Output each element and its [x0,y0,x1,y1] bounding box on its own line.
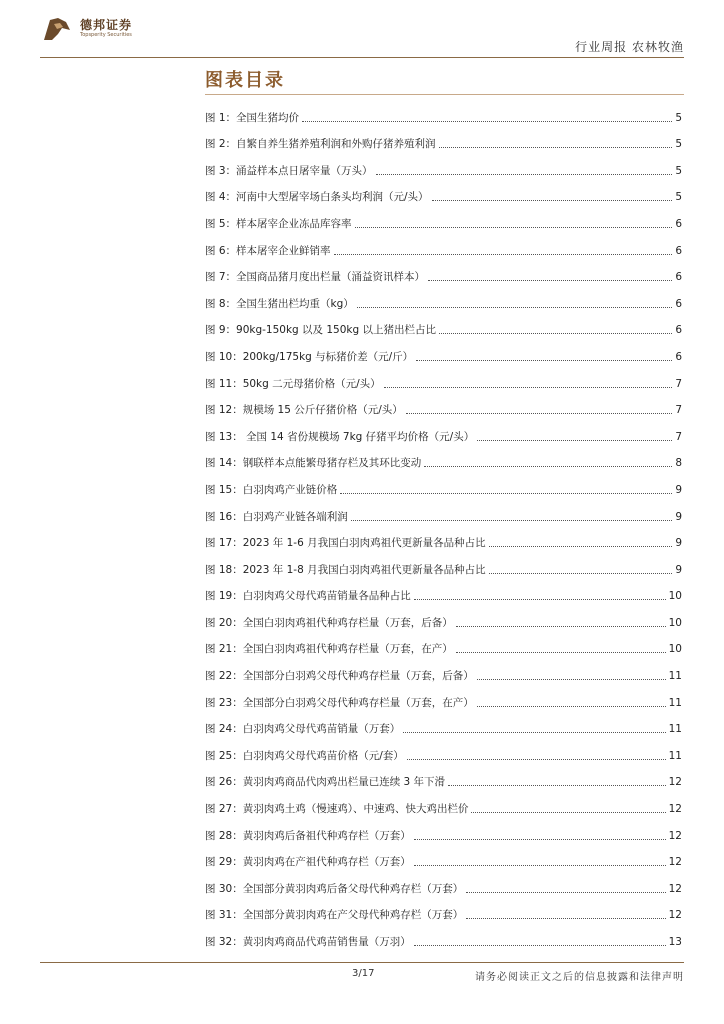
toc-entry-page: 6 [675,271,682,284]
toc-entry-page: 9 [675,537,682,550]
toc-entry[interactable] [205,129,682,156]
toc-entry[interactable] [205,847,682,874]
toc-entry-page: 5 [675,164,682,177]
toc-entry[interactable] [205,421,682,448]
toc-dot-leader [456,626,666,627]
report-category: 行业周报 农林牧渔 [575,40,684,54]
toc-entry-page: 9 [675,510,682,523]
toc-entry-label: 图 27：黄羽肉鸡土鸡（慢速鸡）、中速鸡、快大鸡出栏价 [205,803,469,816]
toc-entry-label: 图 18：2023 年 1-8 月我国白羽肉鸡祖代更新量各品种占比 [205,563,486,576]
toc-title-divider [205,94,684,95]
toc-entry[interactable] [205,262,682,289]
toc-dot-leader [403,732,665,733]
company-name-en: Topsperity Securities [80,32,132,38]
toc-entry-label: 图 17：2023 年 1-6 月我国白羽肉鸡祖代更新量各品种占比 [205,537,486,550]
toc-entry-label: 图 32：黄羽肉鸡商品代鸡苗销售量（万羽） [205,936,411,948]
toc-entry-page: 9 [675,563,682,576]
toc-entry[interactable] [205,926,682,953]
toc-dot-leader [414,865,666,866]
toc-entry-page: 7 [675,377,682,390]
toc-entry[interactable] [205,395,682,422]
toc-entry[interactable] [205,820,682,847]
toc-entry[interactable] [205,208,682,235]
toc-dot-leader [466,918,665,919]
toc-entry-page: 5 [675,111,682,124]
legal-disclaimer: 请务必阅读正文之后的信息披露和法律声明 [475,972,684,983]
toc-dot-leader [424,466,672,467]
toc-entry[interactable] [205,554,682,581]
toc-dot-leader [477,706,666,707]
toc-entry-page: 11 [668,749,682,762]
toc-entry[interactable] [205,341,682,368]
toc-entry-label: 图 21：全国白羽肉鸡祖代种鸡存栏量（万套，在产） [205,643,453,656]
toc-entry-page: 6 [675,244,682,257]
company-name-cn: 德邦证券 [80,18,133,32]
toc-entry[interactable] [205,368,682,395]
toc-dot-leader [384,387,673,388]
toc-dot-leader [376,174,673,175]
toc-dot-leader [439,333,672,334]
toc-entry-label: 图 13： 全国 14 省份规模场 7kg 仔猪平均价格（元/头） [205,430,475,443]
toc-entry-label: 图 2：自繁自养生猪养殖利润和外购仔猪养殖利润 [205,138,436,151]
toc-entry-label: 图 25：白羽肉鸡父母代鸡苗价格（元/套） [205,749,404,762]
toc-entry[interactable] [205,102,682,129]
toc-entry[interactable] [205,740,682,767]
toc-entry-page: 5 [675,191,682,204]
toc-dot-leader [407,759,666,760]
toc-entry[interactable] [205,528,682,555]
toc-entry-page: 11 [668,670,682,683]
toc-dot-leader [471,812,665,813]
toc-entry[interactable] [205,155,682,182]
toc-entry-page: 7 [675,430,682,443]
toc-entry[interactable] [205,501,682,528]
toc-dot-leader [406,413,673,414]
toc-entry-page: 11 [668,723,682,736]
toc-entry[interactable] [205,793,682,820]
page-number: 3/17 [352,968,375,979]
toc-dot-leader [428,280,672,281]
toc-entry-label: 图 14：钢联样本点能繁母猪存栏及其环比变动 [205,457,422,470]
toc-entry-label: 图 16：白羽鸡产业链各端利润 [205,510,348,523]
toc-entry-page: 10 [668,616,682,629]
toc-entry-page: 6 [675,350,682,363]
toc-title: 图表目录 [205,70,285,91]
toc-entry-label: 图 20：全国白羽肉鸡祖代种鸡存栏量（万套，后备） [205,616,453,629]
toc-entry-page: 6 [675,324,682,337]
toc-entry-label: 图 30：全国部分黄羽肉鸡后备父母代种鸡存栏（万套） [205,882,464,895]
toc-entry[interactable] [205,873,682,900]
toc-entry-label: 图 15：白羽肉鸡产业链价格 [205,483,338,496]
toc-entry-page: 12 [668,856,682,869]
toc-dot-leader [439,147,673,148]
toc-entry-label: 图 28：黄羽肉鸡后备祖代种鸡存栏（万套） [205,829,411,842]
toc-dot-leader [355,227,673,228]
toc-dot-leader [477,440,672,441]
toc-entry[interactable] [205,660,682,687]
toc-entry[interactable] [205,288,682,315]
toc-entry-page: 12 [668,882,682,895]
toc-entry[interactable] [205,581,682,608]
toc-entry[interactable] [205,767,682,794]
toc-entry-page: 6 [675,217,682,230]
toc-dot-leader [414,945,666,946]
toc-entry-label: 图 19：白羽肉鸡父母代鸡苗销量各品种占比 [205,590,411,603]
toc-dot-leader [466,892,665,893]
page-header [0,0,724,60]
toc-dot-leader [489,546,673,547]
toc-entry-label: 图 23：全国部分白羽鸡父母代种鸡存栏量（万套，在产） [205,696,474,709]
toc-entry-page: 12 [668,829,682,842]
toc-dot-leader [477,679,666,680]
toc-dot-leader [351,520,673,521]
toc-entry-page: 8 [675,457,682,470]
toc-dot-leader [302,121,672,122]
toc-entry-label: 图 5：样本屠宰企业冻品库容率 [205,217,352,230]
toc-entry-label: 图 24：白羽肉鸡父母代鸡苗销量（万套） [205,723,401,736]
toc-entry-page: 5 [675,138,682,151]
toc-entry-page: 11 [668,696,682,709]
toc-entry-label: 图 3：涌益样本点日屠宰量（万头） [205,164,373,177]
toc-dot-leader [340,493,672,494]
toc-entry-label: 图 29：黄羽肉鸡在产祖代种鸡存栏（万套） [205,856,411,869]
toc-entry[interactable] [205,607,682,634]
toc-entry[interactable] [205,900,682,927]
toc-entry-label: 图 7：全国商品猪月度出栏量（涌益资讯样本） [205,271,426,284]
toc-entry[interactable] [205,714,682,741]
toc-entry-page: 12 [668,776,682,789]
toc-dot-leader [456,652,666,653]
toc-entry-page: 10 [668,643,682,656]
toc-entry-page: 7 [675,404,682,417]
toc-entry[interactable] [205,182,682,209]
header-divider [40,57,684,58]
toc-entry-label: 图 9：90kg-150kg 以及 150kg 以上猪出栏占比 [205,324,436,337]
toc-entry-label: 图 10：200kg/175kg 与标猪价差（元/斤） [205,350,414,363]
toc-entry-label: 图 22：全国部分白羽鸡父母代种鸡存栏量（万套，后备） [205,670,474,683]
toc-dot-leader [448,785,666,786]
company-logo-icon [40,14,74,44]
toc-entry-page: 10 [668,590,682,603]
toc-entry[interactable] [205,235,682,262]
toc-entry[interactable] [205,687,682,714]
toc-dot-leader [414,839,666,840]
toc-entry-page: 12 [668,909,682,922]
toc-entry-label: 图 12：规模场 15 公斤仔猪价格（元/头） [205,404,403,417]
toc-entry[interactable] [205,474,682,501]
toc-dot-leader [334,254,673,255]
toc-entry-page: 6 [675,297,682,310]
toc-dot-leader [416,360,672,361]
toc-entry[interactable] [205,448,682,475]
toc-entry[interactable] [205,634,682,661]
toc-entry-page: 13 [668,936,682,948]
toc-dot-leader [432,200,673,201]
footer-divider [40,962,684,963]
toc-entry-page: 9 [675,483,682,496]
toc-entry-label: 图 6：样本屠宰企业鲜销率 [205,244,331,257]
toc-entry-page: 12 [668,803,682,816]
toc-list [205,102,682,953]
toc-dot-leader [414,599,666,600]
toc-entry-label: 图 31：全国部分黄羽肉鸡在产父母代种鸡存栏（万套） [205,909,464,922]
toc-dot-leader [357,307,673,308]
toc-entry-label: 图 1：全国生猪均价 [205,111,300,124]
toc-dot-leader [489,573,673,574]
toc-entry-label: 图 11：50kg 二元母猪价格（元/头） [205,377,381,390]
toc-entry-label: 图 4：河南中大型屠宰场白条头均利润（元/头） [205,191,429,204]
toc-entry-label: 图 26：黄羽肉鸡商品代肉鸡出栏量已连续 3 年下滑 [205,776,446,789]
toc-entry-label: 图 8：全国生猪出栏均重（kg） [205,297,354,310]
toc-entry[interactable] [205,315,682,342]
